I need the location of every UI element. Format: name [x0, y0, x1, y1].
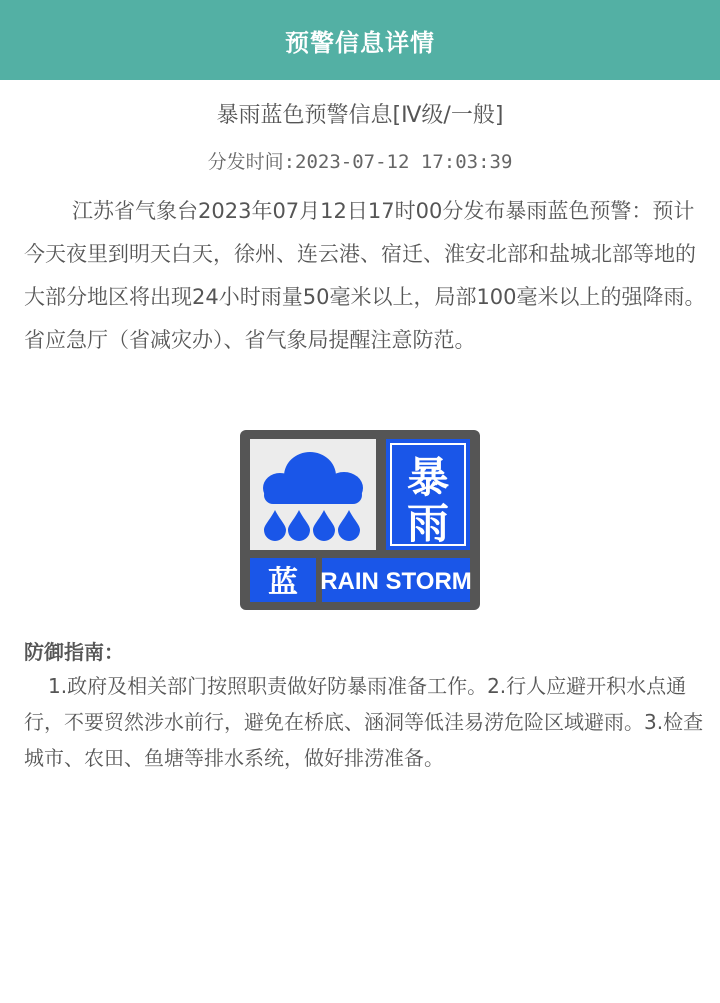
icon-main-char-2: 雨: [406, 499, 450, 548]
page-header: [0, 0, 720, 80]
icon-main-char-1: 暴: [406, 453, 450, 502]
warning-title: 暴雨蓝色预警信息[Ⅳ级/一般]: [216, 103, 504, 128]
icon-level-text: 蓝: [268, 565, 298, 600]
issue-time: 分发时间:2023-07-12 17:03:39: [207, 151, 513, 173]
rainstorm-blue-warning-icon: [240, 430, 480, 610]
page-title: 预警信息详情: [285, 28, 435, 57]
warning-content: 江苏省气象台2023年07月12日17时00分发布暴雨蓝色预警：预计今天夜里到明天白天，徐州、连云港、宿迁、淮安北部和盐城北部等地的大部分地区将出现24小时雨量50毫米以上，局部100毫米以上的强降雨。省应急厅（省减灾办）、省气象局提醒注意防范。: [24, 199, 706, 352]
guide-text: 1.政府及相关部门按照职责做好防暴雨准备工作。2.行人应避开积水点通行，不要贸然涉水前行，避免在桥底、涵洞等低洼易涝危险区域避雨。3.检查城市、农田、鱼塘等排水系统，做好排涝准备。: [24, 674, 704, 770]
icon-english-text: RAIN STORM: [320, 568, 472, 595]
guide-heading: 防御指南：: [24, 640, 124, 664]
